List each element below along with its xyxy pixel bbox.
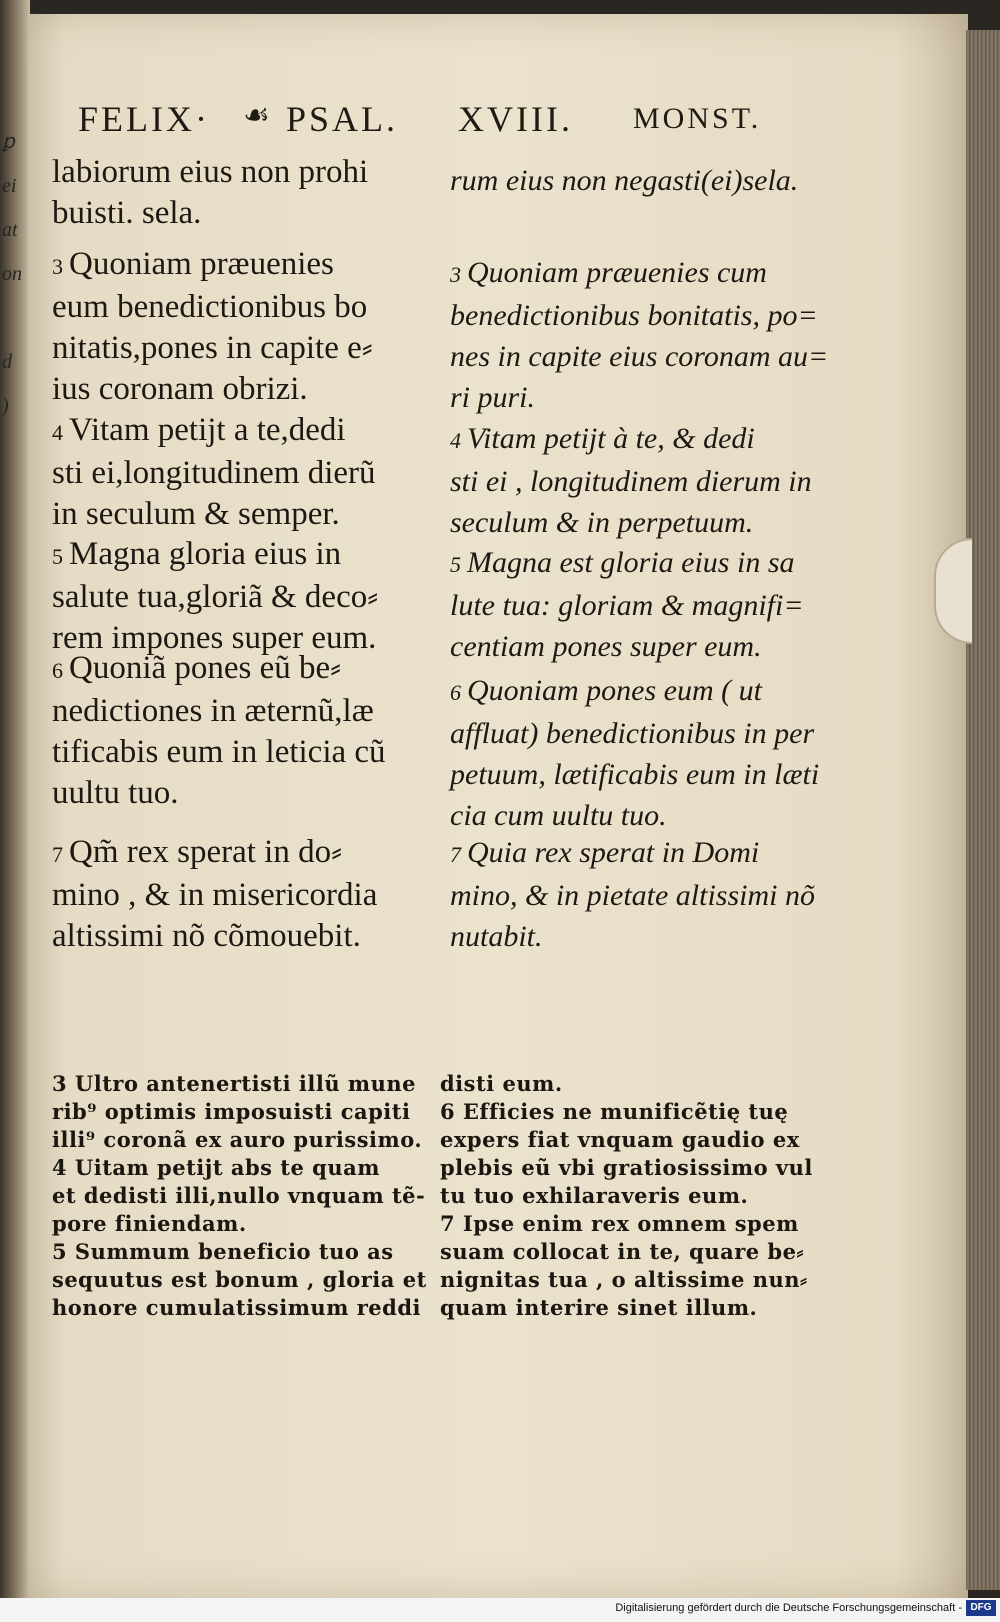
verse-left-3: 3 Quoniam præuenies eum benedictionibus bo nitatis,pones in capite e⸗ ius coronam obrizi. [52,246,373,407]
verse-left-6: 6 Quoniã pones eũ be⸗ nedictiones in æternũ,læ tificabis eum in leticia cũ uultu tuo. [52,650,386,811]
note-line: illi⁹ coronã ex auro purissimo. [52,1127,423,1152]
verse-left-4: 4 Vitam petijt a te,dedi sti ei,longitudinem dierũ in seculum & semper. [52,412,376,532]
header-right: MONST. [633,102,762,135]
note-line: honore cumulatissimum reddi [52,1295,422,1320]
note-line: rib⁹ optimis imposuisti capiti [52,1099,411,1124]
note-line: 4 Uitam petijt abs te quam [52,1155,380,1180]
note-line: et dedisti illi,nullo vnquam tẽ- [52,1183,426,1208]
header-psalm-number: XVIII. [458,99,573,139]
note-line: 6 Efficies ne munificẽtię tuę [440,1099,789,1124]
digitization-credit: Digitalisierung gefördert durch die Deutsche Forschungsgemeinschaft - [615,1602,962,1614]
margin-fragments: ꝑ ei at on d ) [2,131,22,417]
note-line: plebis eũ vbi gratiosissimo vul [440,1155,813,1180]
page-edges [966,30,1000,1590]
verse-right-5: 5 Magna est gloria eius in sa lute tua: gloriam & magnifi= centiam pones super eum. [450,546,804,663]
note-line: disti eum. [440,1071,563,1096]
verse-right-3: 3 Quoniam præuenies cum benedictionibus bonitatis, po= nes in capite eius coronam au= ri puri. [450,256,829,414]
note-line: 5 Summum beneficio tuo as [52,1239,394,1264]
verse-right-6: 6 Quoniam pones eum ( ut affluat) benedictionibus in per petuum, lætificabis eum in læti cia cum uultu tuo. [450,674,820,832]
note-line: quam interire sinet illum. [440,1295,758,1320]
commentary-right [440,1070,820,1322]
verse-right-2-end: rum eius non negasti(ei)sela. [450,164,799,197]
running-header [78,98,798,148]
verse-left-2-end: labiorum eius non prohi buisti. sela. [52,154,369,231]
fleuron-icon: ☙ [243,99,273,132]
note-line: expers fiat vnquam gaudio ex [440,1127,800,1152]
note-line: 7 Ipse enim rex omnem spem [440,1211,799,1236]
verse-right-7: 7 Quia rex sperat in Domi mino, & in pietate altissimi nõ nutabit. [450,836,815,953]
commentary-left [52,1070,432,1322]
note-line: pore finiendam. [52,1211,247,1236]
header-psal: PSAL. [286,99,399,139]
note-line: 3 Ultro antenertisti illũ mune [52,1071,417,1096]
verse-left-7: 7 Qm̃ rex sperat in do⸗ mino , & in misericordia altissimi nõ cõmouebit. [52,834,378,954]
verse-right-4: 4 Vitam petijt à te, & dedi sti ei , longitudinem dierum in seculum & in perpetuum. [450,422,812,539]
note-line: sequutus est bonum , gloria et [52,1267,427,1292]
note-line: suam collocat in te, quare be⸗ [440,1239,804,1264]
verse-left-5: 5 Magna gloria eius in salute tua,gloriã & deco⸗ rem impones super eum. [52,536,379,656]
dfg-logo: DFG [966,1600,996,1616]
header-left: FELIX· [78,99,210,139]
note-line: nignitas tua , o altissime nun⸗ [440,1267,808,1292]
note-line: tu tuo exhilaraveris eum. [440,1183,749,1208]
